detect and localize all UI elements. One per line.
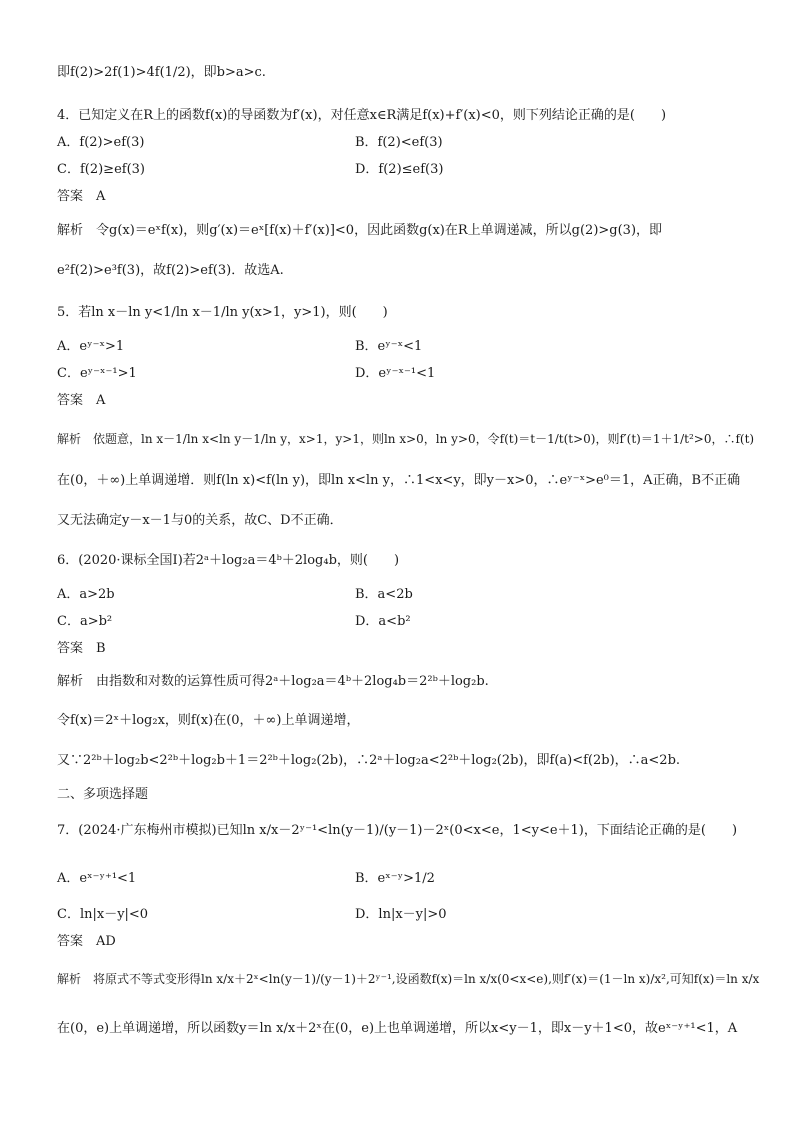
- question-5-stem: 5．若ln x－ln y<1/ln x－1/ln y(x>1，y>1)，则( ): [57, 305, 388, 320]
- question-4-stem: 4．已知定义在R上的函数f(x)的导函数为f′(x)，对任意x∈R满足f(x)+f′(x)<0，则下列结论正确的是( ): [57, 108, 667, 123]
- section-heading: 二、多项选择题: [57, 787, 149, 802]
- option-a: A．f(2)>ef(3): [57, 135, 145, 150]
- answer-line: 答案 B: [57, 641, 106, 656]
- question-6-stem: 6．(2020·课标全国Ⅰ)若2ᵃ＋log₂a＝4ᵇ＋2log₄b，则( ): [57, 553, 400, 568]
- analysis-line: e²f(2)>e³f(3)，故f(2)>ef(3)．故选A.: [57, 263, 284, 278]
- analysis-line: 解析 将原式不等式变形得ln x/x＋2ˣ<ln(y－1)/(y－1)＋2ʸ⁻¹,设函数f(x)＝ln x/x(0<x<e),则f′(x)＝(1－ln x)/x²,可知f(x)＝ln x/x: [57, 972, 760, 986]
- answer-line: 答案 A: [57, 393, 106, 408]
- analysis-line: 解析 令g(x)＝eˣf(x)，则g′(x)＝eˣ[f(x)＋f′(x)]<0，因此函数g(x)在R上单调递减，所以g(2)>g(3)，即: [57, 223, 663, 238]
- analysis-line: 在(0，e)上单调递增，所以函数y＝ln x/x＋2ˣ在(0，e)上也单调递增，所以x<y－1，即x－y＋1<0，故eˣ⁻ʸ⁺¹<1，A: [57, 1021, 738, 1036]
- analysis-line: 在(0，＋∞)上单调递增．则f(ln x)<f(ln y)，即ln x<ln y，∴1<x<y，即y－x>0，∴eʸ⁻ˣ>e⁰＝1，A正确，B不正确: [57, 473, 741, 488]
- option-d: D．eʸ⁻ˣ⁻¹<1: [355, 366, 436, 381]
- text-line: 即f(2)>2f(1)>4f(1/2)，即b>a>c.: [57, 65, 266, 80]
- question-7-stem: 7．(2024·广东梅州市模拟)已知ln x/x－2ʸ⁻¹<ln(y－1)/(y－1)－2ˣ(0<x<e，1<y<e＋1)，下面结论正确的是( ): [57, 823, 738, 838]
- option-d: D．ln|x－y|>0: [355, 907, 447, 922]
- option-a: A．a>2b: [57, 587, 115, 602]
- option-b: B．eʸ⁻ˣ<1: [355, 339, 423, 354]
- option-a: A．eˣ⁻ʸ⁺¹<1: [57, 871, 137, 886]
- answer-line: 答案 AD: [57, 934, 116, 949]
- analysis-line: 解析 由指数和对数的运算性质可得2ᵃ＋log₂a＝4ᵇ＋2log₄b＝2²ᵇ＋log₂b.: [57, 674, 489, 689]
- option-d: D．a<b²: [355, 614, 411, 629]
- option-a: A．eʸ⁻ˣ>1: [57, 339, 125, 354]
- analysis-line: 解析 依题意，ln x－1/ln x<ln y－1/ln y，x>1，y>1，则ln x>0，ln y>0，令f(t)＝t－1/t(t>0)，则f′(t)＝1＋1/t²>0，∴f(t): [57, 432, 755, 446]
- option-d: D．f(2)≤ef(3): [355, 162, 444, 177]
- option-c: C．ln|x－y|<0: [57, 907, 149, 922]
- option-b: B．a<2b: [355, 587, 413, 602]
- analysis-line: 又无法确定y－x－1与0的关系，故C、D不正确．: [57, 513, 343, 528]
- option-c: C．a>b²: [57, 614, 113, 629]
- analysis-line: 令f(x)＝2ˣ＋log₂x，则f(x)在(0，＋∞)上单调递增，: [57, 713, 360, 728]
- analysis-line: 又∵2²ᵇ＋log₂b<2²ᵇ＋log₂b＋1＝2²ᵇ＋log₂(2b)，∴2ᵃ＋log₂a<2²ᵇ＋log₂(2b)，即f(a)<f(2b)，∴a<2b.: [57, 753, 681, 768]
- option-c: C．eʸ⁻ˣ⁻¹>1: [57, 366, 137, 381]
- answer-line: 答案 A: [57, 189, 106, 204]
- option-c: C．f(2)≥ef(3): [57, 162, 145, 177]
- option-b: B．f(2)<ef(3): [355, 135, 443, 150]
- option-b: B．eˣ⁻ʸ>1/2: [355, 871, 435, 886]
